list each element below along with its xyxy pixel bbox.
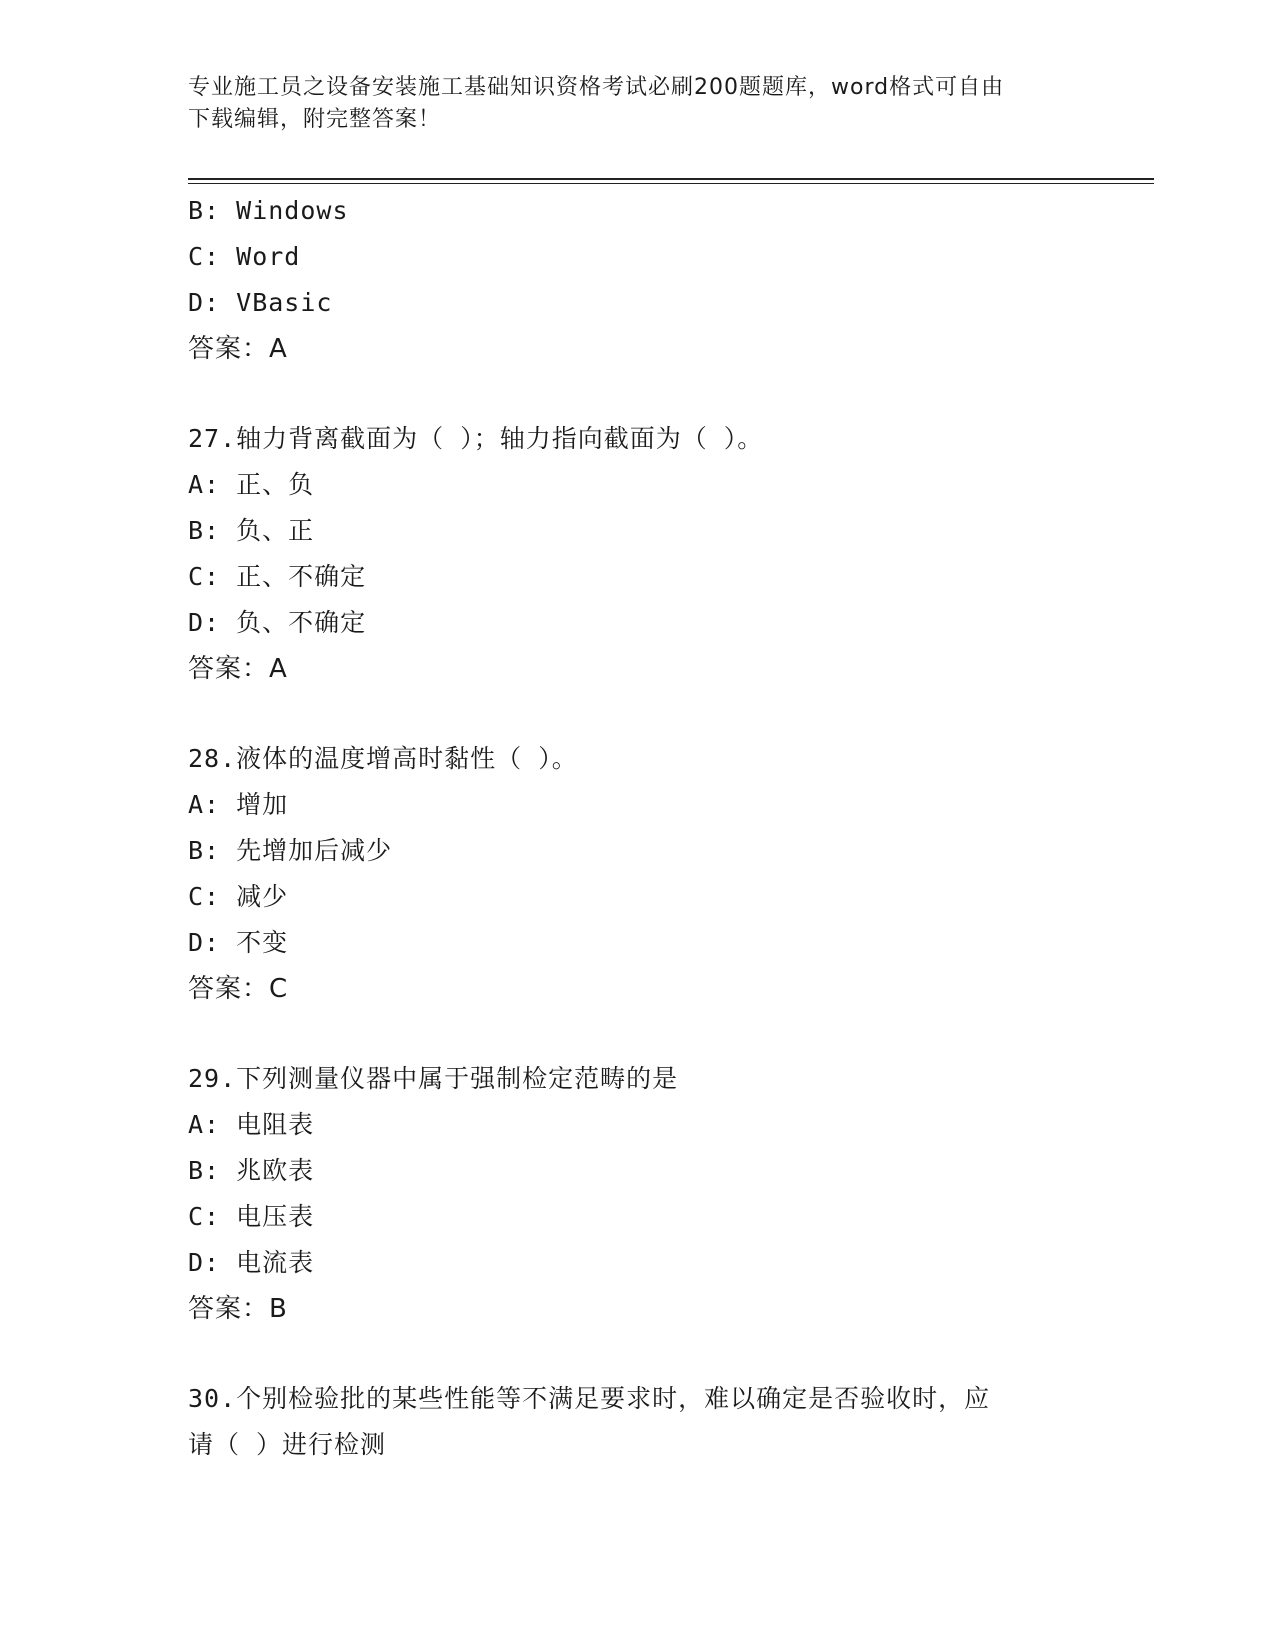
option-d: D: 负、不确定 [188, 608, 367, 637]
option-c: C: 正、不确定 [188, 562, 367, 591]
question-stem: 29.下列测量仪器中属于强制检定范畴的是 [188, 1064, 679, 1093]
question-stem: 28.液体的温度增高时黏性（ ）。 [188, 744, 578, 773]
question-stem-line-1: 30.个别检验批的某些性能等不满足要求时，难以确定是否验收时，应 [188, 1384, 991, 1413]
question-stem-line-2: 请（ ）进行检测 [188, 1430, 387, 1459]
option-c: C: 减少 [188, 882, 289, 911]
header-title-line-2: 下载编辑，附完整答案！ [188, 107, 442, 132]
question-stem: 27.轴力背离截面为（ ）；轴力指向截面为（ ）。 [188, 424, 764, 453]
question-26-tail [188, 188, 1088, 372]
document-header [188, 72, 1068, 136]
option-b: B: 先增加后减少 [188, 836, 393, 865]
option-d: D: 电流表 [188, 1248, 315, 1277]
option-b: B: 负、正 [188, 516, 315, 545]
question-28 [188, 736, 1088, 1012]
answer-line: 答案：A [188, 654, 288, 684]
header-rule-thin [188, 183, 1154, 184]
option-d: D: VBasic [188, 288, 333, 317]
answer-line: 答案：B [188, 1294, 288, 1324]
option-a: A: 增加 [188, 790, 289, 819]
option-a: A: 电阻表 [188, 1110, 315, 1139]
question-content [188, 188, 1088, 1468]
option-c: C: Word [188, 242, 301, 271]
header-title-line-1: 专业施工员之设备安装施工基础知识资格考试必刷200题题库，word格式可自由 [188, 75, 1005, 100]
header-rule-thick [188, 178, 1154, 180]
answer-line: 答案：C [188, 974, 289, 1004]
option-b: B: Windows [188, 196, 349, 225]
option-b: B: 兆欧表 [188, 1156, 315, 1185]
question-30 [188, 1376, 1088, 1468]
question-29 [188, 1056, 1088, 1332]
answer-line: 答案：A [188, 334, 288, 364]
question-27 [188, 416, 1088, 692]
option-d: D: 不变 [188, 928, 289, 957]
option-c: C: 电压表 [188, 1202, 315, 1231]
option-a: A: 正、负 [188, 470, 315, 499]
